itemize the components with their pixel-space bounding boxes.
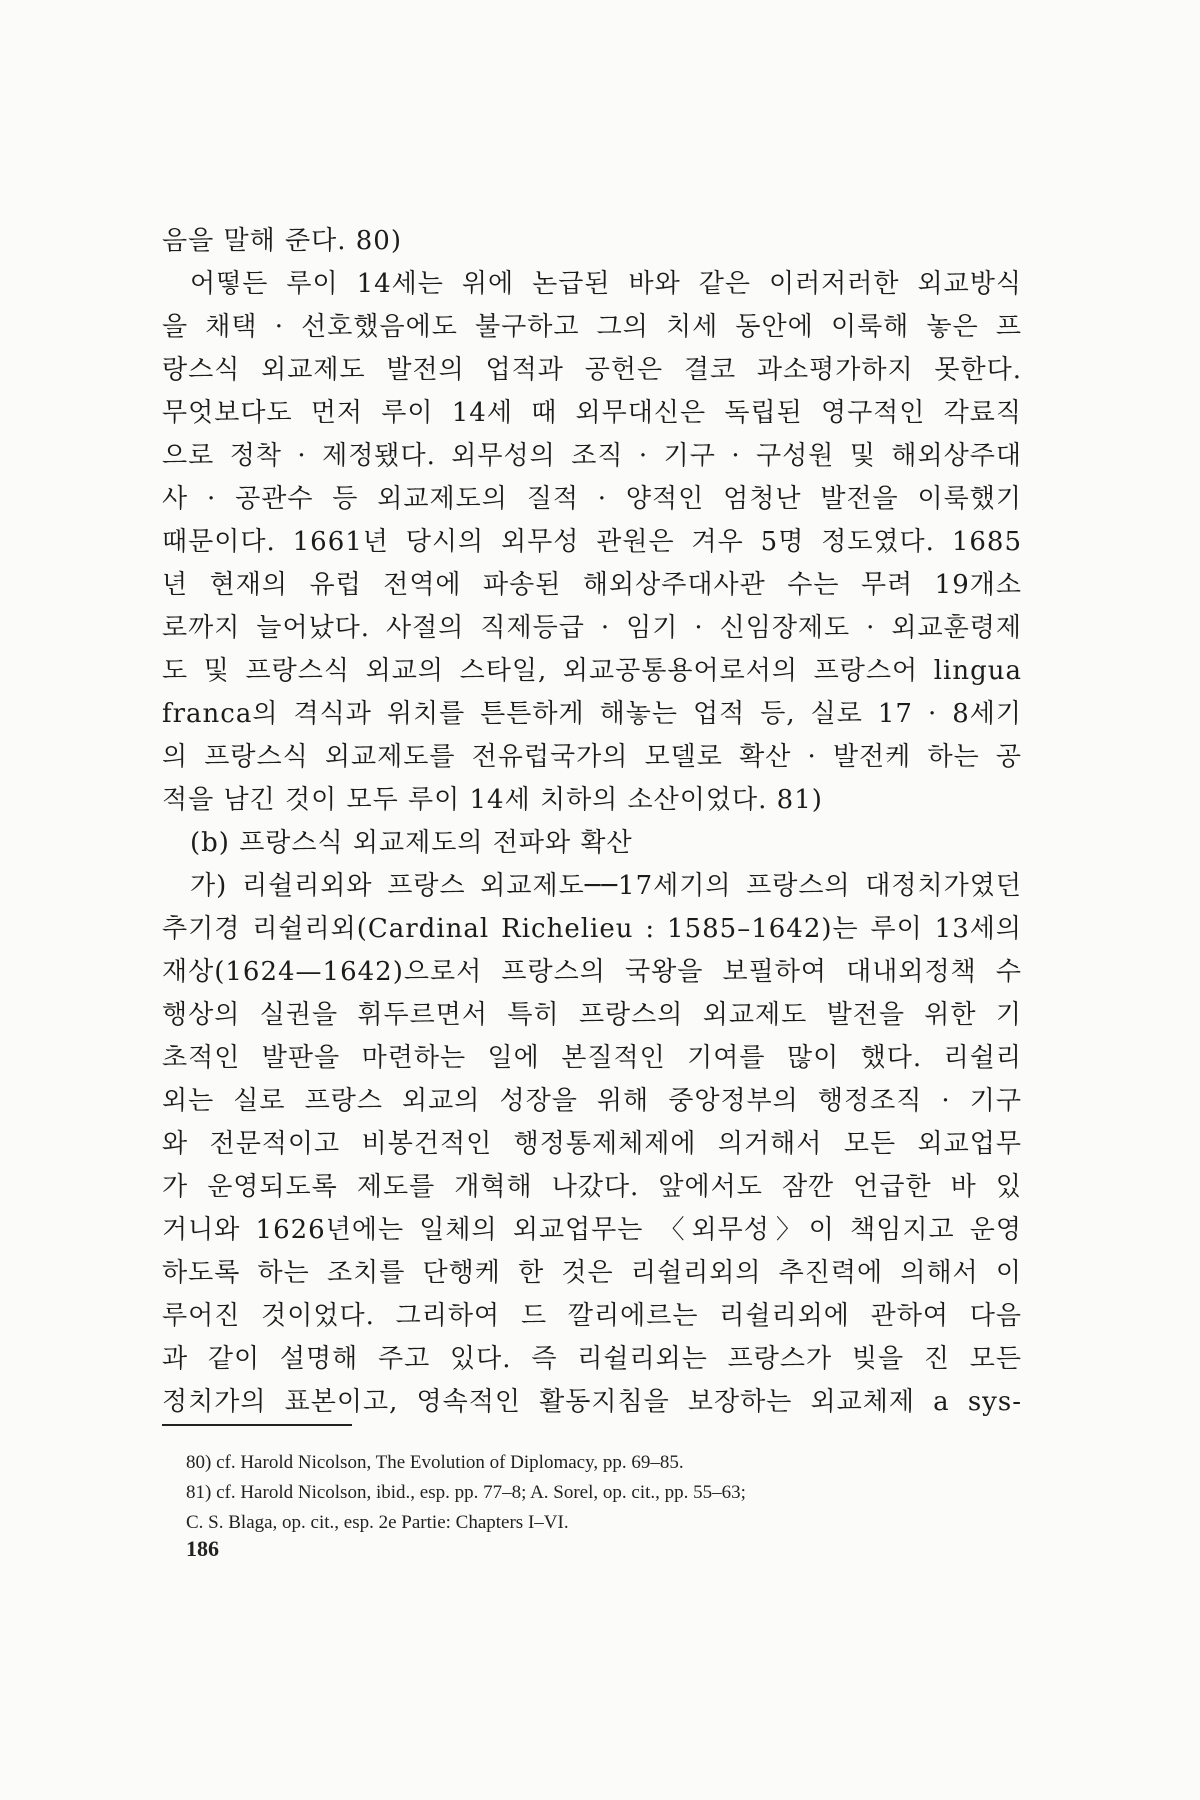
text-line: 과 같이 설명해 주고 있다. 즉 리쉴리외는 프랑스가 빚을 진 모든 [162,1344,1022,1374]
text-line: 하도록 하는 조치를 단행케 한 것은 리쉴리외의 추진력에 의해서 이 [162,1258,1022,1288]
footnote-80: 80) cf. Harold Nicolson, The Evolution of Diplomacy, pp. 69–85. [186,1452,684,1473]
text-line: franca의 격식과 위치를 튼튼하게 해놓는 업적 등, 실로 17 · 8세기 [162,699,1022,729]
body-text [162,220,1022,1424]
text-line: 와 전문적이고 비봉건적인 행정통제체제에 의거해서 모든 외교업무 [162,1129,1022,1159]
footnote-divider [162,1424,352,1426]
text-line: 거니와 1626년에는 일체의 외교업무는 〈외무성〉이 책임지고 운영 [162,1215,1022,1245]
text-line: 외는 실로 프랑스 외교의 성장을 위해 중앙정부의 행정조직 · 기구 [162,1086,1022,1116]
text-line: 음을 말해 준다. 80) [162,226,402,256]
section-heading: (b) 프랑스식 외교제도의 전파와 확산 [190,828,633,858]
text-line: 사 · 공관수 등 외교제도의 질적 · 양적인 엄청난 발전을 이룩했기 [162,484,1022,514]
text-line: 어떻든 루이 14세는 위에 논급된 바와 같은 이러저러한 외교방식 [190,269,1022,299]
text-line: 적을 남긴 것이 모두 루이 14세 치하의 소산이었다. 81) [162,785,823,815]
text-line: 년 현재의 유럽 전역에 파송된 해외상주대사관 수는 무려 19개소 [162,570,1022,600]
text-line: 로까지 늘어났다. 사절의 직제등급 · 임기 · 신임장제도 · 외교훈령제 [162,613,1022,643]
text-line: 재상(1624—1642)으로서 프랑스의 국왕을 보필하여 대내외정책 수 [162,957,1022,987]
footnote-81: 81) cf. Harold Nicolson, ibid., esp. pp. 77–8; A. Sorel, op. cit., pp. 55–63; [186,1482,746,1503]
text-line: 가 운영되도록 제도를 개혁해 나갔다. 앞에서도 잠깐 언급한 바 있 [162,1172,1022,1202]
footnote-81-continued: C. S. Blaga, op. cit., esp. 2e Partie: Chapters I–VI. [186,1512,569,1533]
text-line: 때문이다. 1661년 당시의 외무성 관원은 겨우 5명 정도였다. 1685 [162,527,1022,557]
text-line: 루어진 것이었다. 그리하여 드 깔리에르는 리쉴리외에 관하여 다음 [162,1301,1022,1331]
page-number: 186 [186,1536,219,1561]
text-line: 행상의 실권을 휘두르면서 특히 프랑스의 외교제도 발전을 위한 기 [162,1000,1022,1030]
subsection-heading-line: 가) 리쉴리외와 프랑스 외교제도──17세기의 프랑스의 대정치가였던 [190,871,1022,901]
text-line: 추기경 리쉴리외(Cardinal Richelieu : 1585–1642)는 루이 13세의 [162,914,1022,944]
text-line: 으로 정착 · 제정됐다. 외무성의 조직 · 기구 · 구성원 및 해외상주대 [162,441,1022,471]
text-line: 을 채택 · 선호했음에도 불구하고 그의 치세 동안에 이룩해 놓은 프 [162,312,1022,342]
text-line: 도 및 프랑스식 외교의 스타일, 외교공통용어로서의 프랑스어 lingua [162,656,1022,686]
text-line: 의 프랑스식 외교제도를 전유럽국가의 모델로 확산 · 발전케 하는 공 [162,742,1022,772]
footnotes [186,1448,1006,1538]
text-line: 정치가의 표본이고, 영속적인 활동지침을 보장하는 외교체제 a sys- [162,1387,1022,1417]
text-line: 랑스식 외교제도 발전의 업적과 공헌은 결코 과소평가하지 못한다. [162,355,1022,385]
text-line: 무엇보다도 먼저 루이 14세 때 외무대신은 독립된 영구적인 각료직 [162,398,1022,428]
text-line: 초적인 발판을 마련하는 일에 본질적인 기여를 많이 했다. 리쉴리 [162,1043,1022,1073]
